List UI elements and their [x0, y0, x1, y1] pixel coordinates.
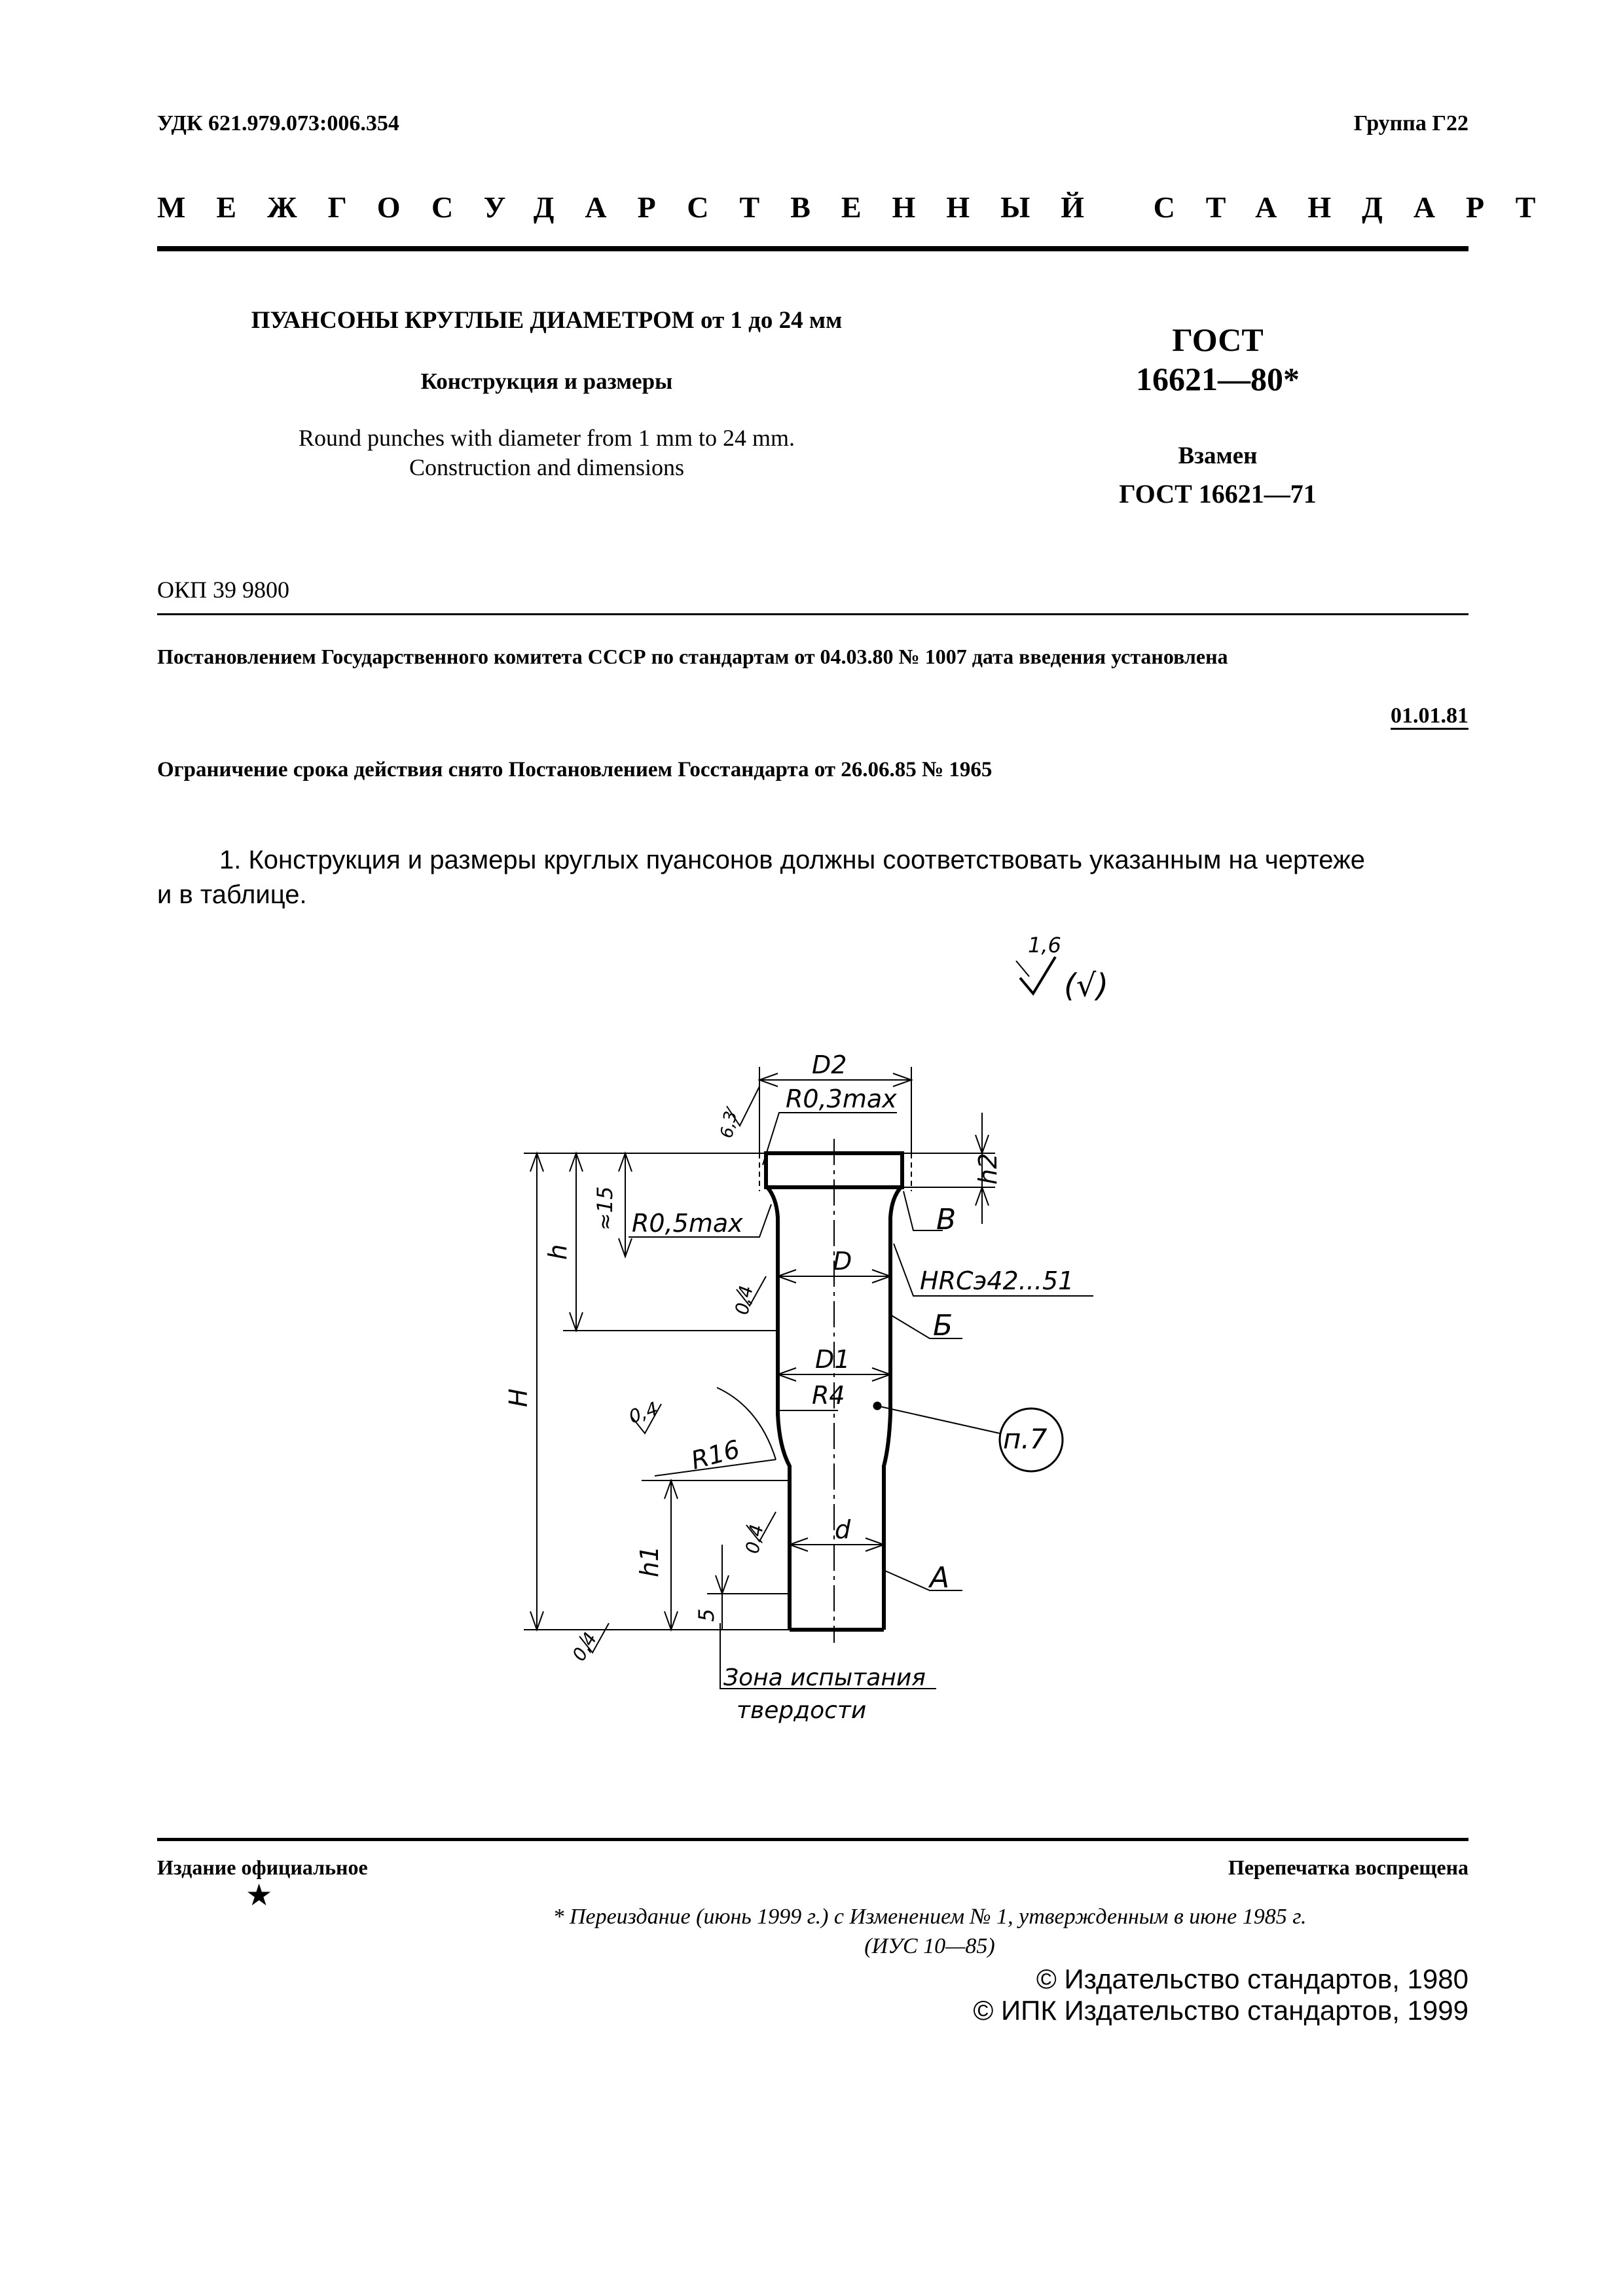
official-edition: Издание официальное: [157, 1856, 368, 1879]
english-title-line2: Construction and dimensions: [409, 454, 684, 480]
header-divider: [157, 246, 1468, 251]
okp-divider: [157, 613, 1468, 615]
label-R4: R4: [812, 1381, 845, 1410]
decree-text: Постановлением Государственного комитета СССР по стандартам от 04.03.80 № 1007 дата введения установлена: [157, 645, 1228, 668]
dim-h2: h2: [974, 1153, 1002, 1185]
zone-label-line1: Зона испытания: [723, 1664, 926, 1691]
udk-code: УДК 621.979.073:006.354: [157, 111, 399, 135]
zone-label-line2: твердости: [737, 1697, 867, 1724]
replaces-label: Взамен: [1178, 442, 1258, 469]
label-roughness-04-c: 0,4: [741, 1522, 768, 1556]
paragraph-1-line2: и в таблице.: [157, 880, 307, 909]
label-V: В: [936, 1203, 957, 1236]
dim-h: h: [543, 1244, 572, 1260]
label-R03max: R0,3max: [786, 1085, 897, 1113]
copyright-1999: © ИПК Издательство стандартов, 1999: [973, 1995, 1468, 2026]
no-reprint-notice: Перепечатка воспрещена: [1228, 1856, 1468, 1879]
label-B: Б: [933, 1309, 953, 1342]
roughness-check-icon: [1020, 957, 1055, 994]
label-roughness-04-a: 0,4: [731, 1283, 757, 1317]
star-icon: ★: [246, 1878, 273, 1912]
label-A: А: [930, 1561, 950, 1594]
ius-reference: (ИУС 10—85): [864, 1934, 995, 1958]
dim-5: 5: [694, 1608, 719, 1622]
label-hrc: HRCэ42...51: [920, 1266, 1074, 1295]
label-R05max: R0,5max: [632, 1209, 743, 1238]
gost-label: ГОСТ: [1172, 321, 1264, 358]
label-roughness-04-d: 0,4: [568, 1628, 602, 1665]
punch-drawing: [458, 916, 1178, 1728]
document-subtitle: Конструкция и размеры: [420, 368, 673, 394]
limitation-text: Ограничение срока действия снято Постановлением Госстандарта от 26.06.85 № 1965: [157, 758, 993, 781]
reissue-note: * Переиздание (июнь 1999 г.) с Изменением № 1, утвержденным в июне 1985 г.: [553, 1905, 1307, 1929]
roughness-value: 1,6: [1028, 933, 1061, 958]
label-R16: R16: [687, 1434, 743, 1475]
dim-approx15: ≈15: [593, 1186, 617, 1230]
okp-code: ОКП 39 9800: [157, 577, 290, 603]
dim-D1: D1: [815, 1345, 850, 1374]
roughness-paren: (√): [1064, 967, 1109, 1004]
english-title-line1: Round punches with diameter from 1 mm to 24 mm.: [299, 425, 795, 451]
document-title: ПУАНСОНЫ КРУГЛЫЕ ДИАМЕТРОМ от 1 до 24 мм: [251, 307, 843, 334]
effective-date: 01.01.81: [1391, 704, 1468, 728]
footer-divider: [157, 1838, 1468, 1841]
dim-D2: D2: [812, 1050, 847, 1079]
label-roughness-04-b: 0,4: [626, 1397, 661, 1428]
dim-d: d: [835, 1515, 851, 1544]
gost-number: 16621—80*: [1136, 361, 1300, 397]
paragraph-1-line1: 1. Конструкция и размеры круглых пуансонов должны соответствовать указанным на чертеже: [219, 846, 1366, 874]
group-code: Группа Г22: [1353, 111, 1468, 135]
dim-H: H: [504, 1388, 533, 1407]
label-6-3: 6,3: [717, 1109, 742, 1140]
note-p7: п.7: [1003, 1423, 1048, 1455]
copyright-1980: © Издательство стандартов, 1980: [1036, 1964, 1468, 1994]
dim-D: D: [833, 1247, 852, 1276]
replaces-value: ГОСТ 16621—71: [1119, 479, 1317, 509]
standard-banner: МЕЖГОСУДАРСТВЕННЫЙ СТАНДАРТ: [157, 190, 1567, 224]
dim-h1: h1: [635, 1545, 664, 1577]
